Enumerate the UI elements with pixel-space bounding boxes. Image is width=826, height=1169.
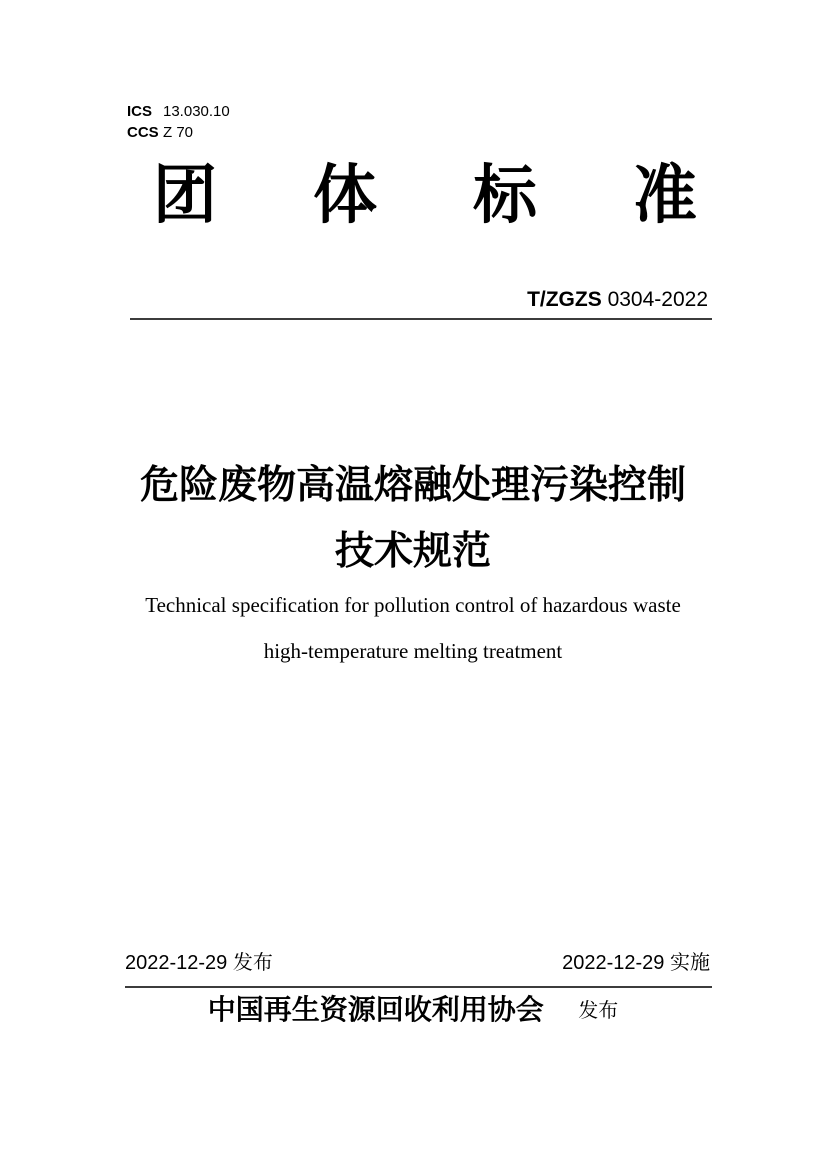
ccs-row: [127, 122, 230, 143]
main-title-line1: 危险废物高温熔融处理污染控制: [139, 464, 686, 507]
ics-row: [127, 101, 230, 122]
standard-number-value: 0304-2022: [601, 288, 708, 311]
implement-date: 2022-12-29 实施: [562, 952, 710, 974]
publisher-name: 中国再生资源回收利用协会: [207, 995, 544, 1026]
main-title-line2: 技术规范: [334, 530, 491, 573]
ccs-label: CCS: [127, 124, 159, 141]
publish-label: 发布: [578, 1000, 619, 1022]
english-title-line2: high-temperature melting treatment: [263, 639, 563, 663]
banner-title: 团体标准: [153, 160, 793, 231]
footer-rule: [125, 986, 712, 988]
english-title-line1: Technical specification for pollution control of hazardous waste: [145, 593, 681, 617]
publisher-row: [0, 992, 826, 1030]
header-rule: [130, 318, 712, 320]
date-row: [125, 951, 710, 975]
issue-date: 2022-12-29 发布: [125, 952, 273, 974]
classification-codes: [127, 101, 230, 143]
ics-label: ICS: [127, 103, 153, 120]
standard-number: [527, 288, 708, 312]
ccs-value: Z 70: [163, 124, 194, 141]
ics-value: 13.030.10: [163, 103, 230, 120]
standard-number-prefix: T/ZGZS: [527, 288, 602, 311]
